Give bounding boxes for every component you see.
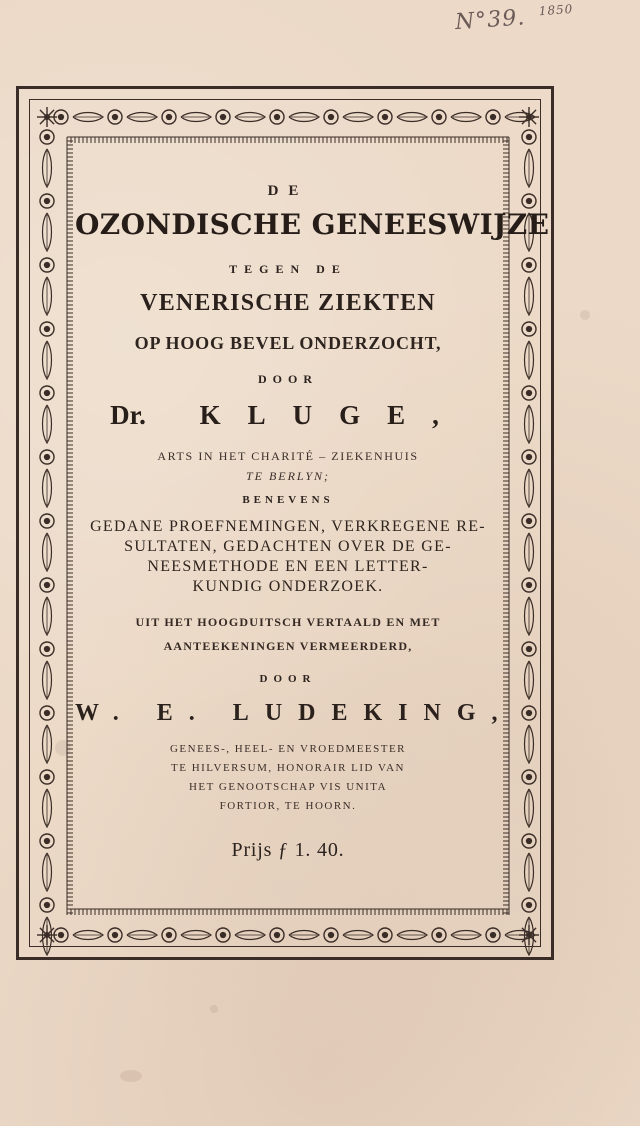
title-content [75, 125, 550, 927]
paper-stain [210, 1005, 218, 1013]
author-role-2: TE BERLYN; [245, 469, 331, 483]
author-prefix: Dr. [110, 400, 146, 430]
translation-line-1: UIT HET HOOGDUITSCH VERTAALD EN MET [135, 615, 441, 629]
handwritten-mark: N°39. [454, 5, 527, 36]
price-line: Prijs ƒ 1. 40. [231, 839, 345, 861]
credit-line-2: TE HILVERSUM, HONORAIR LID VAN [171, 762, 405, 774]
door-line-1: DOOR [258, 372, 318, 386]
description-line-2: SULTATEN, GEDACHTEN OVER DE GE- [124, 538, 452, 555]
credit-line-4: FORTIOR, TE HOORN. [219, 800, 357, 812]
translator-name: W. E. LUDEKING, [75, 700, 514, 726]
author-line [75, 400, 501, 431]
description-line-4: KUNDIG ONDERZOEK. [192, 578, 384, 595]
credit-line-3: HET GENOOTSCHAP VIS UNITA [188, 781, 388, 793]
description-line-1: GEDANE PROEFNEMINGEN, VERKREGENE RE- [90, 518, 486, 535]
title-tegen-de: TEGEN DE [229, 262, 347, 276]
title-de: DE [267, 183, 309, 199]
handwritten-reference [454, 2, 574, 35]
benevens-line: BENEVENS [242, 494, 334, 506]
paper-stain [580, 310, 590, 320]
credit-line-1: GENEES-, HEEL- EN VROEDMEESTER [169, 743, 407, 755]
main-title: OZONDISCHE GENEESWIJZE [75, 208, 550, 241]
author-name: KLUGE, [199, 400, 466, 430]
door-line-2: DOOR [259, 673, 317, 685]
paper-stain [120, 1070, 142, 1082]
title-venerische: VENERISCHE ZIEKTEN [140, 290, 436, 316]
description-line-3: NEESMETHODE EN EEN LETTER- [147, 558, 429, 575]
author-role-1: ARTS IN HET CHARITÉ – ZIEKENHUIS [157, 449, 419, 463]
decorative-frame [16, 86, 554, 960]
title-op-hoog: OP HOOG BEVEL ONDERZOCHT, [134, 333, 442, 353]
handwritten-year: 1850 [538, 1, 574, 19]
translation-line-2: AANTEEKENINGEN VERMEERDERD, [163, 639, 413, 653]
